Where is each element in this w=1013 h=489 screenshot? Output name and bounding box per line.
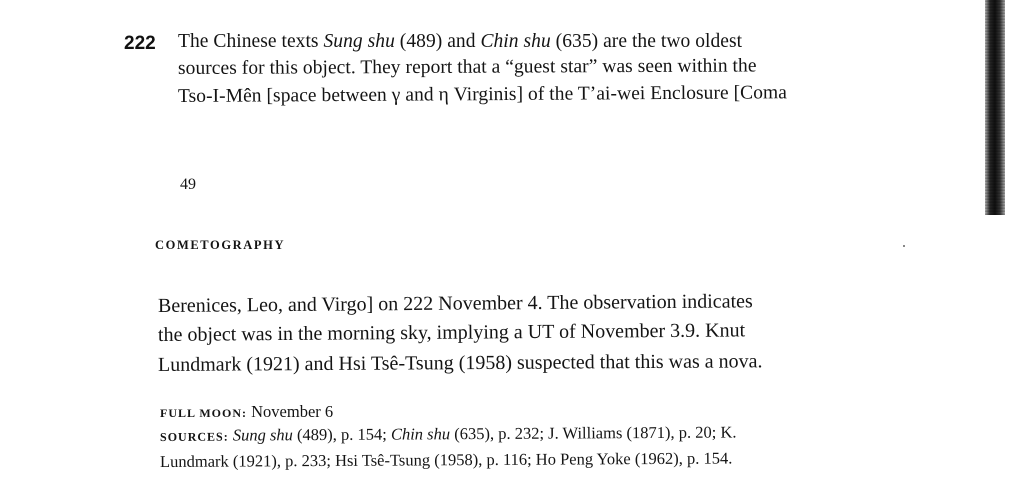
entry-text-line-3: Tso-I-Mên [space between γ and η Virginis] of the T’ai-wei Enclosure [Coma: [177, 82, 788, 107]
entry-text-segment: (635) are the two oldest: [550, 31, 743, 52]
entry-text-line-1: [178, 31, 742, 53]
title-sung-shu: Sung shu: [323, 31, 395, 52]
running-head: COMETOGRAPHY: [155, 238, 286, 252]
scan-page-edge: [985, 0, 1005, 215]
entry-text-segment: The Chinese texts: [178, 31, 324, 52]
source-sung-shu: Sung shu: [228, 425, 293, 445]
continuation-line-3: Lundmark (1921) and Hsi Tsê-Tsung (1958) suspected that this was a nova.: [157, 350, 763, 376]
full-moon-label: FULL MOON:: [160, 406, 247, 420]
continuation-line-2: the object was in the morning sky, implying a UT of November 3.9. Knut: [157, 319, 746, 346]
sources-line-2: Lundmark (1921), p. 233; Hsi Tsê-Tsung (1958), p. 116; Ho Peng Yoke (1962), p. 154.: [159, 448, 733, 471]
scan-speck: [903, 245, 905, 247]
source-text-segment: (635), p. 232; J. Williams (1871), p. 20; K.: [450, 422, 737, 444]
full-moon-value: November 6: [247, 402, 334, 421]
entry-text-segment: (489) and: [394, 31, 481, 52]
sources-line-1: [160, 422, 737, 446]
page-number: 49: [180, 176, 196, 193]
source-text-segment: (489), p. 154;: [292, 424, 391, 445]
full-moon-line: [160, 402, 333, 422]
entry-number: 222: [124, 33, 156, 54]
source-chin-shu: Chin shu: [390, 424, 451, 444]
sources-label: SOURCES:: [159, 429, 229, 444]
entry-text-line-2: sources for this object. They report that a “guest star” was seen within the: [177, 55, 757, 79]
title-chin-shu: Chin shu: [480, 31, 551, 52]
continuation-line-1: Berenices, Leo, and Virgo] on 222 November 4. The observation indicates: [157, 290, 753, 317]
